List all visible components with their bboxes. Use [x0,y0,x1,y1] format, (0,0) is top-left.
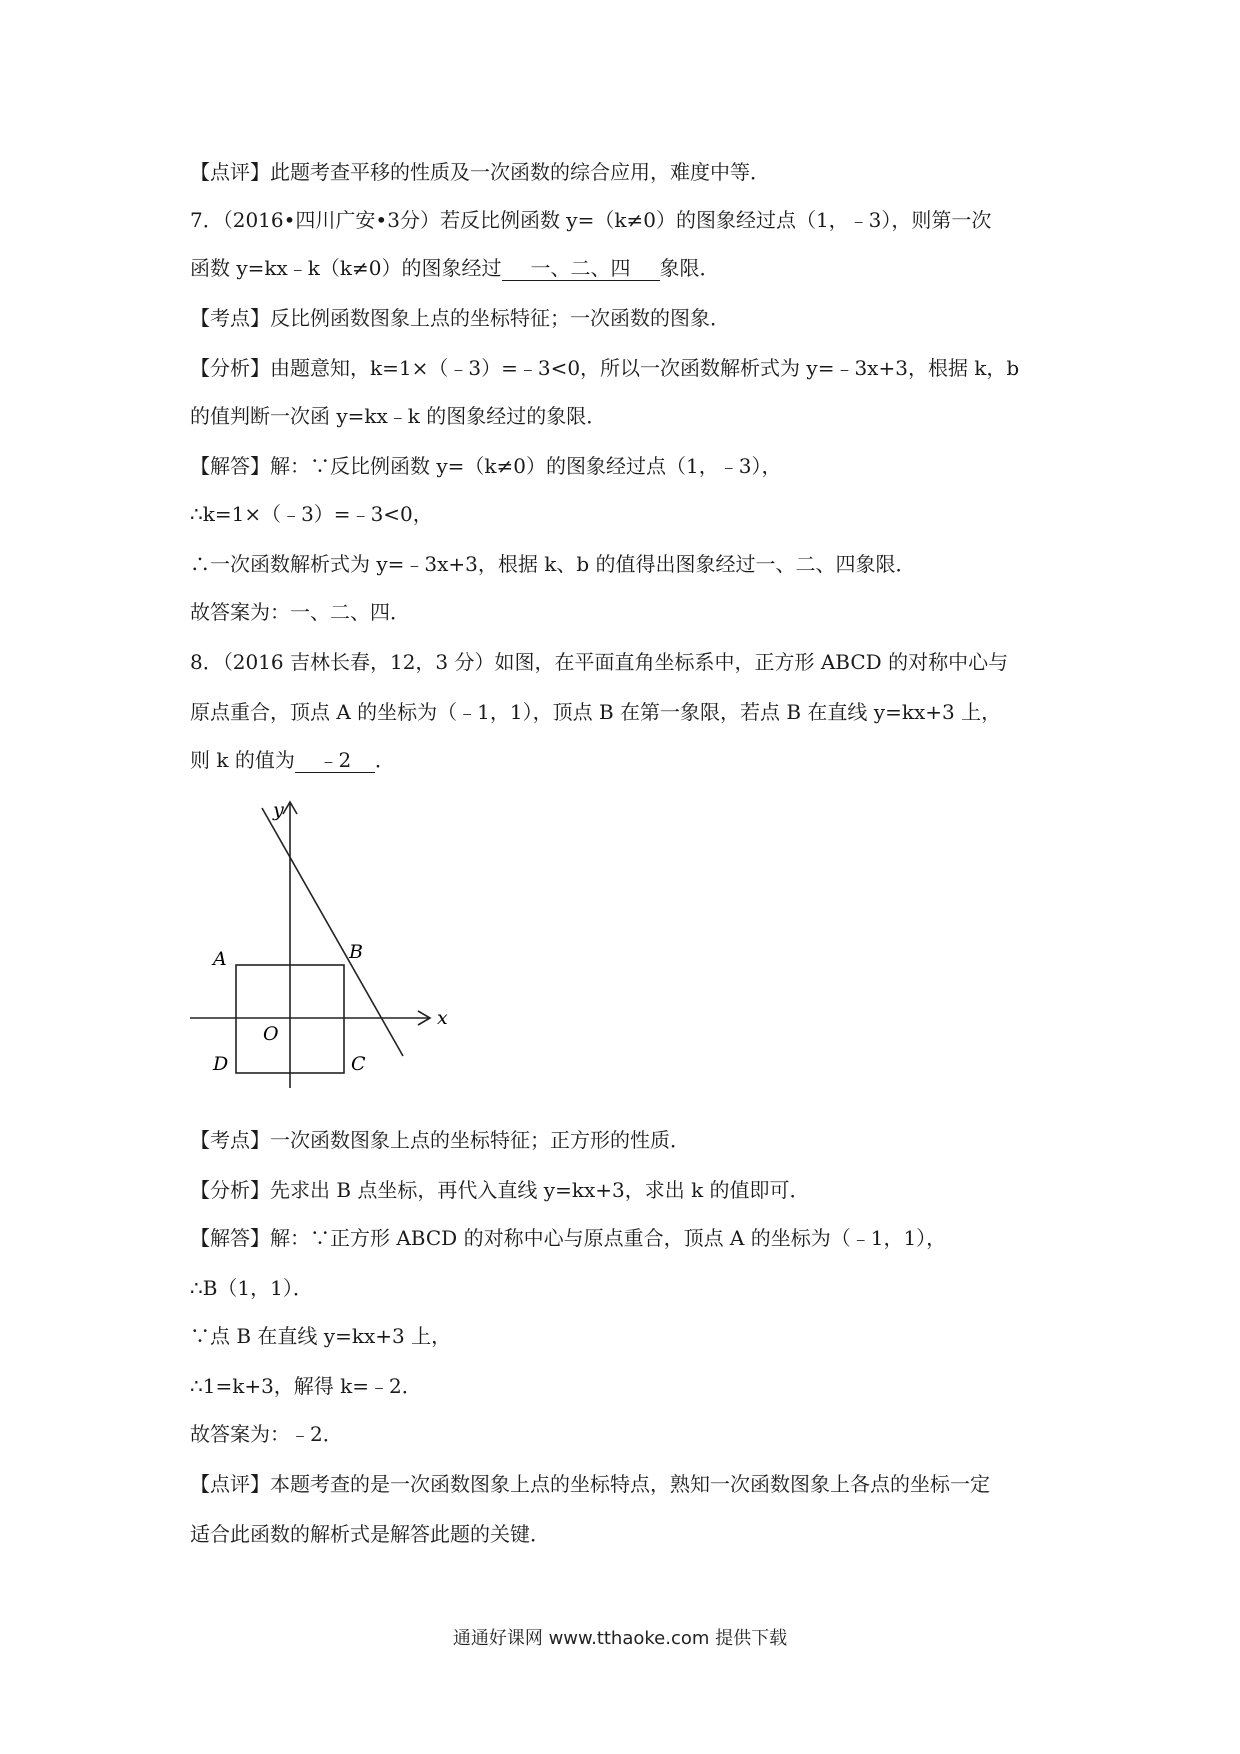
label-x: x [437,1007,448,1029]
q8-analysis: 【分析】先求出 B 点坐标，再代入直线 y=kx+3，求出 k 的值即可． [190,1178,810,1202]
figure-svg [185,790,475,1095]
q8-comment-line-1: 【点评】本题考查的是一次函数图象上点的坐标特点，熟知一次函数图象上各点的坐标一定 [190,1472,990,1496]
q7-solution-line-3: ∴一次函数解析式为 y=﹣3x+3，根据 k、b 的值得出图象经过一、二、四象限． [190,552,916,576]
q8-question-line-3 [190,746,1070,774]
q8-question-text: 则 k 的值为 [190,748,295,772]
q8-solution-line-4: ∴1=k+3，解得 k=﹣2． [190,1374,422,1398]
q8-answer: 故答案为：﹣2． [190,1422,343,1446]
q8-question-line-1: 8．（2016 吉林长春，12，3 分）如图，在平面直角坐标系中，正方形 ABCD 的对称中心与 [190,650,1009,674]
q8-solution-line-1: 【解答】解：∵正方形 ABCD 的对称中心与原点重合，顶点 A 的坐标为（﹣1，1）， [190,1226,947,1250]
q7-analysis-line-1: 【分析】由题意知，k=1×（﹣3）=﹣3<0，所以一次函数解析式为 y=﹣3x+3，根据 k，b [190,356,1020,380]
q7-answer-blank: 一、二、四 [502,256,660,281]
q7-question-line-2 [190,254,1070,282]
q8-question-line-2: 原点重合，顶点 A 的坐标为（﹣1，1），顶点 B 在第一象限，若点 B 在直线 y=kx+3 上， [190,700,1002,724]
q7-answer: 故答案为：一、二、四． [190,600,410,624]
q8-question-suffix: ． [374,748,395,772]
label-c: C [351,1053,366,1075]
label-a: A [213,948,227,970]
q7-question-suffix: 象限． [659,256,720,280]
q7-solution-line-2: ∴k=1×（﹣3）=﹣3<0， [190,502,433,526]
q8-comment-line-2: 适合此函数的解析式是解答此题的关键． [190,1522,550,1546]
coordinate-figure [185,790,475,1095]
q8-kaodian: 【考点】一次函数图象上点的坐标特征；正方形的性质． [190,1128,690,1152]
q7-kaodian: 【考点】反比例函数图象上点的坐标特征；一次函数的图象． [190,306,730,330]
q7-solution-line-1: 【解答】解：∵反比例函数 y=（k≠0）的图象经过点（1，﹣3）， [190,454,782,478]
label-y: y [273,799,284,821]
q7-question-text: 函数 y=kx﹣k（k≠0）的图象经过 [190,256,502,280]
label-d: D [213,1053,229,1075]
label-b: B [349,941,363,963]
page-footer: 通通好课网 www.tthaoke.com 提供下载 [452,1628,788,1649]
q6-comment: 【点评】此题考查平移的性质及一次函数的综合应用，难度中等． [190,160,770,184]
q7-analysis-line-2: 的值判断一次函 y=kx﹣k 的图象经过的象限． [190,404,607,428]
q8-answer-blank: ﹣2 [295,748,375,773]
q8-solution-line-3: ∵点 B 在直线 y=kx+3 上， [190,1324,452,1348]
label-o: O [263,1023,279,1045]
q7-question-line-1: 7．（2016•四川广安•3分）若反比例函数 y=（k≠0）的图象经过点（1，﹣3），则第一次 [190,208,992,232]
q8-solution-line-2: ∴B（1，1）． [190,1276,313,1300]
